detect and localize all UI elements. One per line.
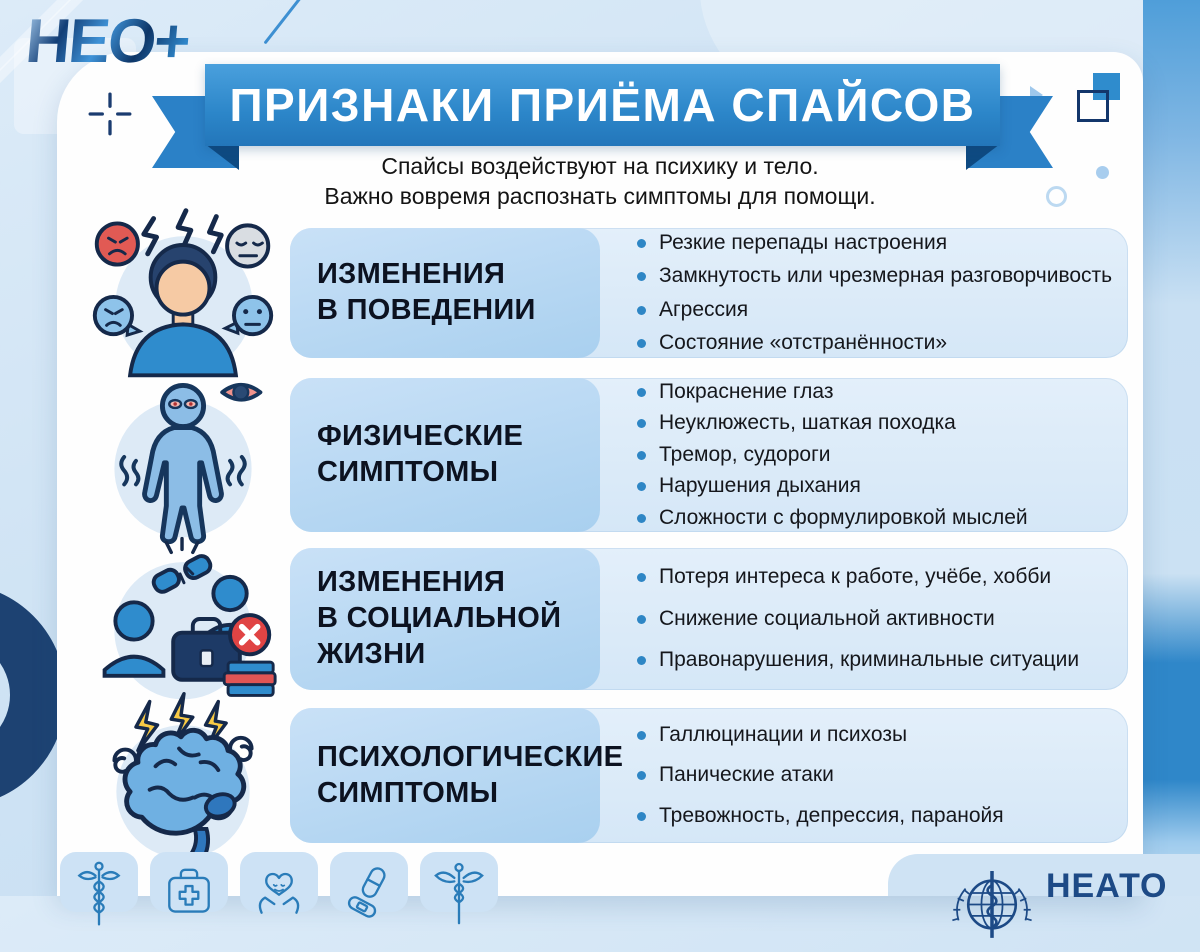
brand-logo: НЕО+ — [22, 7, 192, 76]
medical-tile — [240, 852, 318, 912]
square-decor-outline — [1077, 90, 1109, 122]
section-title-psychological: ПСИХОЛОГИЧЕСКИЕ СИМПТОМЫ — [290, 708, 600, 843]
intro-line-1: Спайсы воздействуют на психику и тело. — [381, 153, 819, 179]
poster-title: ПРИЗНАКИ ПРИЁМА СПАЙСОВ — [229, 79, 976, 131]
bullet-item: Потеря интереса к работе, учёбе, хобби — [637, 564, 1120, 590]
medical-tile — [60, 852, 138, 912]
right-edge-band-decor — [1143, 0, 1200, 896]
medical-tile — [330, 852, 408, 912]
bullet-item: Замкнутость или чрезмерная разговорчивость — [637, 263, 1120, 289]
bullet-item: Резкие перепады настроения — [637, 230, 1120, 256]
bullet-item: Покраснение глаз — [637, 379, 1120, 405]
bullet-item: Снижение социальной активности — [637, 606, 1120, 632]
bullet-item: Неуклюжесть, шаткая походка — [637, 410, 1120, 436]
section-title-social: ИЗМЕНЕНИЯ В СОЦИАЛЬНОЙ ЖИЗНИ — [290, 548, 600, 690]
organization-name: НЕАТО — [1046, 867, 1168, 905]
dot-decor — [1096, 166, 1109, 179]
crosshair-icon — [88, 92, 132, 136]
bullet-item: Нарушения дыхания — [637, 473, 1120, 499]
bullet-item: Тремор, судороги — [637, 442, 1120, 468]
section-social — [85, 548, 1128, 690]
medical-tile — [420, 852, 498, 912]
section-physical — [85, 378, 1128, 532]
brain-storm-icon — [85, 687, 281, 865]
first-aid-kit-icon — [160, 858, 218, 928]
bullet-item: Панические атаки — [637, 762, 1120, 788]
broken-social-ties-icon — [85, 530, 281, 708]
diagonal-line-decor — [264, 0, 307, 44]
mood-swings-person-icon — [85, 204, 281, 382]
caduceus-icon — [70, 858, 128, 928]
section-bullets — [637, 548, 1120, 690]
bullet-item: Правонарушения, криминальные ситуации — [637, 647, 1120, 673]
medical-tile — [150, 852, 228, 912]
bullet-item: Агрессия — [637, 297, 1120, 323]
body-tremor-red-eyes-icon — [85, 366, 281, 544]
section-psychological — [85, 708, 1128, 843]
who-emblem-icon — [948, 864, 1036, 952]
capsule-bandage-icon — [340, 858, 398, 928]
bullet-item: Состояние «отстранённости» — [637, 330, 1120, 356]
section-title-physical: ФИЗИЧЕСКИЕ СИМПТОМЫ — [290, 378, 600, 532]
bullet-item: Сложности с формулировкой мыслей — [637, 505, 1120, 531]
section-title-behavior: ИЗМЕНЕНИЯ В ПОВЕДЕНИИ — [290, 228, 600, 358]
intro-text — [250, 152, 950, 212]
winged-caduceus-icon — [430, 858, 488, 928]
bullet-item: Галлюцинации и психозы — [637, 722, 1120, 748]
section-bullets — [637, 378, 1120, 532]
heart-in-hands-icon — [250, 858, 308, 928]
intro-line-2: Важно вовремя распознать симптомы для помощи. — [324, 182, 876, 209]
circle-outline-decor — [1046, 186, 1067, 207]
section-behavior — [85, 228, 1128, 358]
bullet-item: Тревожность, депрессия, паранойя — [637, 803, 1120, 829]
section-bullets — [637, 708, 1120, 843]
title-banner — [205, 64, 1000, 146]
section-bullets — [637, 228, 1120, 358]
organization-panel — [888, 854, 1200, 905]
